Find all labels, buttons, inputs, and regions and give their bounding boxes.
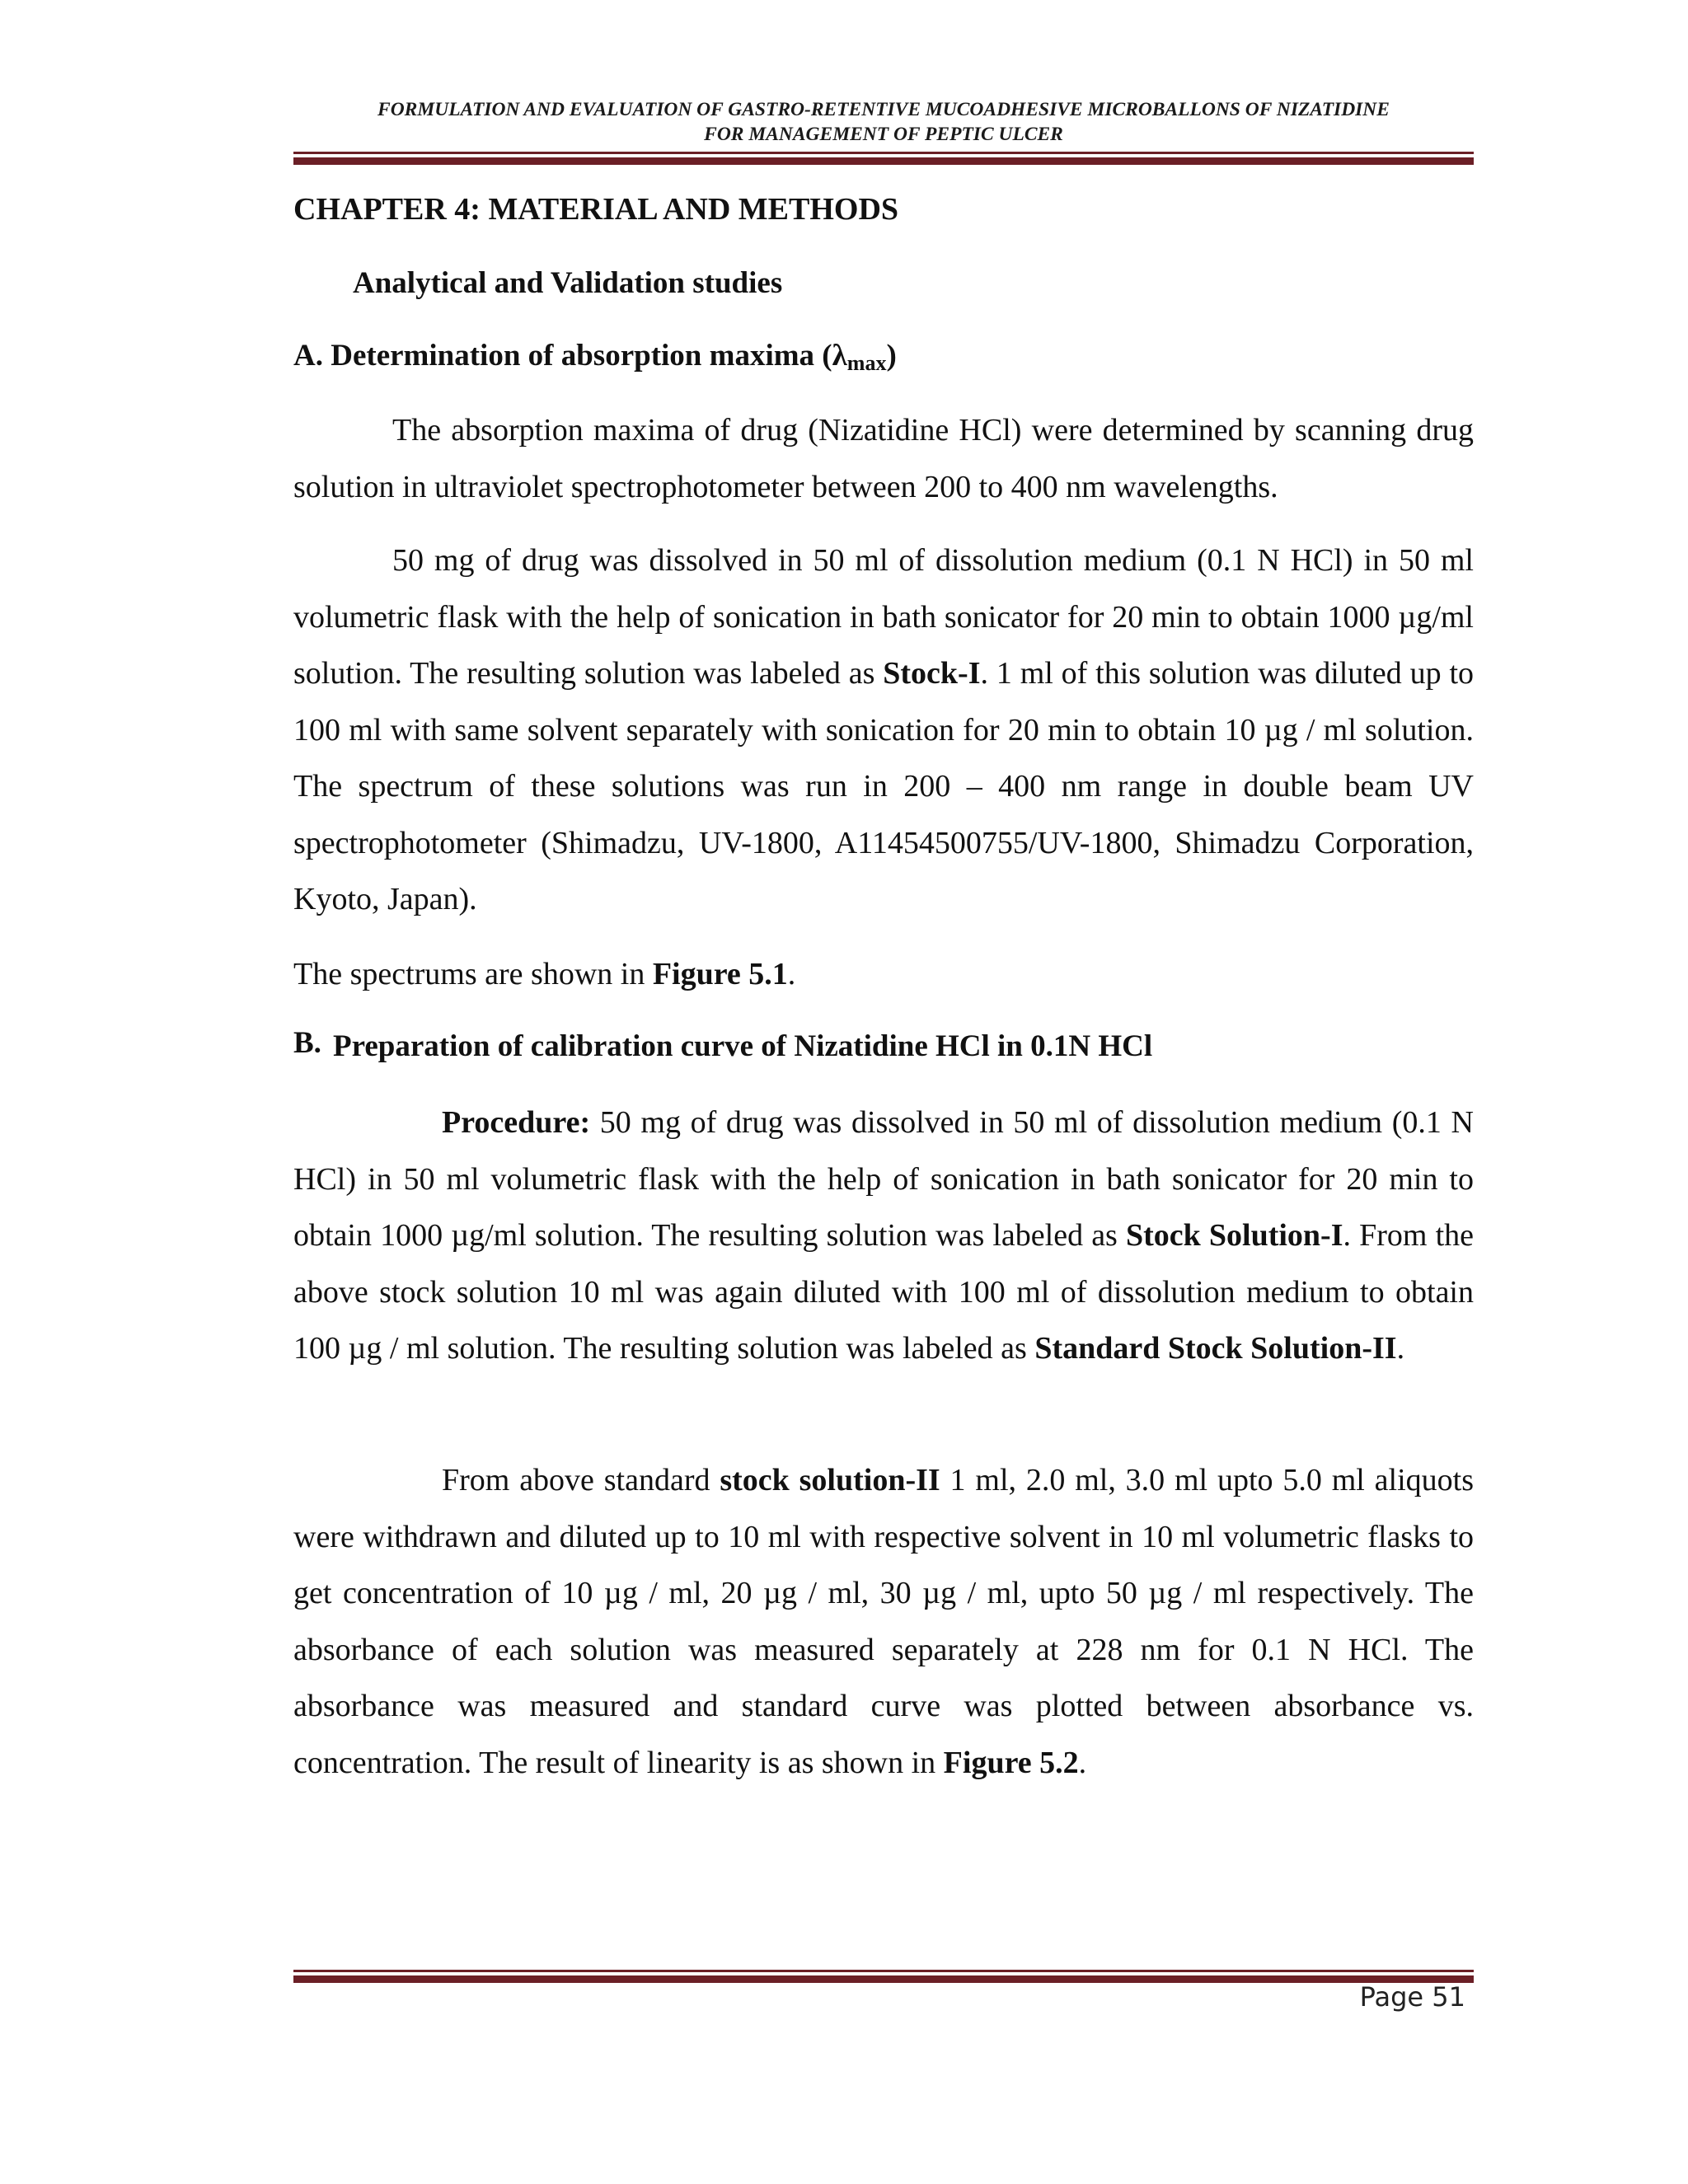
chapter-title: CHAPTER 4: MATERIAL AND METHODS [293, 192, 899, 227]
lambda-subscript: max [846, 351, 887, 375]
stock-solution-i-term: Stock Solution-I [1125, 1218, 1343, 1253]
procedure-label: Procedure: [442, 1105, 591, 1140]
header-rule-thick [293, 157, 1474, 165]
stock-solution-ii-term: stock solution-II [720, 1463, 940, 1497]
running-header [293, 97, 1474, 147]
section-subtitle: Analytical and Validation studies [353, 266, 783, 300]
section-b-heading [293, 1026, 1474, 1064]
standard-stock-solution-ii-term: Standard Stock Solution-II [1034, 1331, 1397, 1366]
page-number: Page 51 [1359, 1981, 1465, 2013]
footer-rule-thin [293, 1970, 1474, 1972]
footer-rule-thick [293, 1975, 1474, 1983]
stock-i-term: Stock-I [883, 656, 981, 691]
running-header-line1: FORMULATION AND EVALUATION OF GASTRO-RETENTIVE MUCOADHESIVE MICROBALLONS OF NIZATIDINE [377, 99, 1390, 120]
section-a-label: A. [293, 339, 323, 373]
figure-5-2-ref: Figure 5.2 [943, 1745, 1079, 1780]
section-a-title-close: ) [886, 339, 897, 373]
figure-5-1-ref: Figure 5.1 [652, 957, 788, 991]
section-a-title: Determination of absorption maxima (λ [331, 339, 847, 373]
section-b-paragraph-2: From above standard stock solution-II 1 ml, 2.0 ml, 3.0 ml upto 5.0 ml aliquots were withdrawn and diluted up to 10 ml with respective solvent in 10 ml volumetric flasks to get concentration of 10 µg / ml, 20 µg / ml, 30 µg / ml, upto 50 µg / ml respectively. The absorbance of each solution was measured separately at 228 nm for 0.1 N HCl. The absorbance was measured and standard curve was plotted between absorbance vs. concentration. The result of linearity is as shown in Figure 5.2. [293, 1463, 1474, 1780]
section-a-heading [293, 338, 1474, 376]
section-a-paragraph-3: The spectrums are shown in Figure 5.1. [293, 957, 796, 991]
section-b-title: Preparation of calibration curve of Nizatidine HCl in 0.1N HCl [333, 1029, 1153, 1063]
section-a-paragraph-1: The absorption maxima of drug (Nizatidine HCl) were determined by scanning drug solution in ultraviolet spectrophotometer between 200 to 400 nm wavelengths. [293, 413, 1474, 504]
section-b-label: B. [293, 1026, 321, 1060]
running-header-line2: FOR MANAGEMENT OF PEPTIC ULCER [704, 124, 1063, 145]
section-a-paragraph-2: 50 mg of drug was dissolved in 50 ml of dissolution medium (0.1 N HCl) in 50 ml volumetric flask with the help of sonication in bath sonicator for 20 min to obtain 1000 µg/ml solution. The resulting solution was labeled as Stock-I. 1 ml of this solution was diluted up to 100 ml with same solvent separately with sonication for 20 min to obtain 10 µg / ml solution. The spectrum of these solutions was run in 200 – 400 nm range in double beam UV spectrophotometer (Shimadzu, UV-1800, A11454500755/UV-1800, Shimadzu Corporation, Kyoto, Japan). [293, 543, 1475, 916]
header-rule-thin [293, 152, 1474, 154]
section-b-paragraph-1: Procedure: 50 mg of drug was dissolved in 50 ml of dissolution medium (0.1 N HCl) in 50 ml volumetric flask with the help of sonication in bath sonicator for 20 min to obtain 1000 µg/ml solution. The resulting solution was labeled as Stock Solution-I. From the above stock solution 10 ml was again diluted with 100 ml of dissolution medium to obtain 100 µg / ml solution. The resulting solution was labeled as Standard Stock Solution-II. [293, 1105, 1475, 1366]
